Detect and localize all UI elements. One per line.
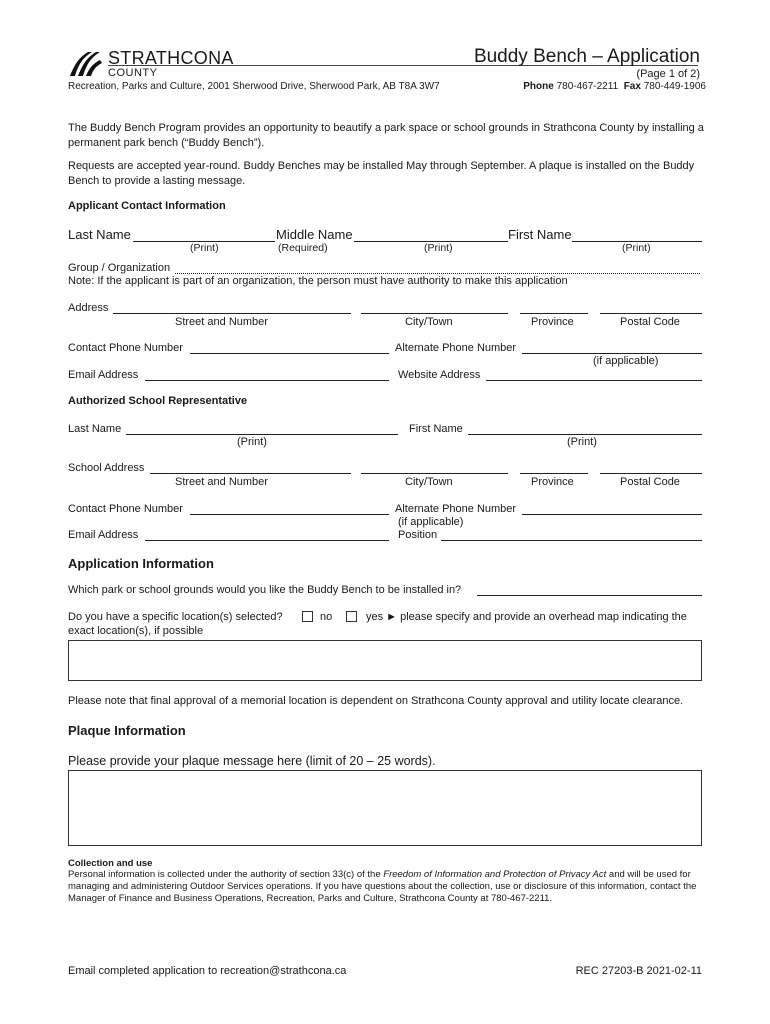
school-contact-phone-label: Contact Phone Number [68,503,183,515]
last-name-print-hint: (Print) [190,242,219,254]
school-last-name-label: Last Name [68,423,122,435]
address-label: Address [68,302,109,314]
street-hint: Street and Number [175,316,268,328]
location-textarea[interactable] [68,640,702,681]
org-name: STRATHCONA [108,48,234,68]
school-street-hint: Street and Number [175,476,268,488]
strathcona-logo-mark-icon [66,48,104,80]
school-position-label: Position [398,529,438,541]
school-first-name-print: (Print) [567,436,597,448]
school-postal-field[interactable] [600,473,702,474]
org-sub: COUNTY [108,67,158,79]
province-field[interactable] [520,313,588,314]
application-heading: Application Information [68,556,214,571]
applicant-heading: Applicant Contact Information [68,200,226,212]
school-alt-phone-label: Alternate Phone Number [395,503,517,515]
school-city-hint: City/Town [405,476,453,488]
applicant-first-name-label: First Name [508,227,572,242]
page-info: (Page 1 of 2) [636,68,700,80]
alt-phone-if-applicable: (if applicable) [593,355,659,367]
approval-note: Please note that final approval of a memorial location is dependent on Strathcona County approval and utility locate clearance. [68,695,684,707]
postal-code-field[interactable] [600,313,702,314]
phone-label: Phone [523,81,554,92]
plaque-heading: Plaque Information [68,723,186,738]
school-email-label: Email Address [68,529,139,541]
foip-act-name: Freedom of Information and Protection of Privacy Act [383,869,607,880]
school-city-field[interactable] [361,473,508,474]
phone-number: 780-467-2211 [556,81,619,92]
form-code: REC 27203-B 2021-02-11 [575,965,702,977]
org-authority-note: Note: If the applicant is part of an organization, the person must have authority to make this application [68,275,568,287]
fax-label: Fax [623,81,641,92]
park-answer-field[interactable] [477,595,702,596]
school-last-name-print: (Print) [237,436,267,448]
city-hint: City/Town [405,316,453,328]
no-checkbox[interactable] [302,611,313,622]
website-label: Website Address [398,369,481,381]
applicant-middle-name-label: Middle Name [276,227,353,242]
school-first-name-label: First Name [409,423,463,435]
website-field[interactable] [486,380,702,381]
intro-paragraph-2: Requests are accepted year-round. Buddy Benches may be installed May through September. A plaque is installed on the Buddy Bench to provide a lasting message. [68,160,695,187]
school-last-name-field[interactable] [126,434,398,435]
school-contact-phone-field[interactable] [190,514,389,515]
school-province-hint: Province [531,476,574,488]
contact-numbers [523,81,706,92]
school-address-label: School Address [68,462,145,474]
middle-name-print-hint: (Print) [424,242,453,254]
email-label: Email Address [68,369,139,381]
school-email-field[interactable] [145,540,389,541]
footer-email-note: Email completed application to recreation@strathcona.ca [68,965,347,977]
specific-location-question-cont: exact location(s), if possible [68,625,204,637]
first-name-print-hint: (Print) [622,242,651,254]
province-hint: Province [531,316,574,328]
postal-hint: Postal Code [620,316,680,328]
school-rep-heading: Authorized School Representative [68,395,248,407]
page-title: Buddy Bench – Application [473,46,700,67]
park-question: Which park or school grounds would you like the Buddy Bench to be installed in? [68,584,462,596]
school-province-field[interactable] [520,473,588,474]
contact-phone-label: Contact Phone Number [68,342,183,354]
alt-phone-label: Alternate Phone Number [395,342,517,354]
alt-phone-field[interactable] [522,353,702,354]
school-position-field[interactable] [441,540,702,541]
header-address: Recreation, Parks and Culture, 2001 Sherwood Drive, Sherwood Park, AB T8A 3W7 [68,81,440,92]
strathcona-logo [66,46,234,80]
specific-location-question: Do you have a specific location(s) selected? [68,611,283,623]
intro-paragraph-1: The Buddy Bench Program provides an opportunity to beautify a park space or school grounds in Strathcona County by installing a permanent park bench (“Buddy Bench”). [68,122,704,149]
fax-number: 780-449-1906 [643,81,706,92]
school-postal-hint: Postal Code [620,476,680,488]
yes-label: yes ► please specify and provide an overhead map indicating the [366,611,687,623]
school-alt-phone-if-applicable: (if applicable) [398,516,464,528]
plaque-prompt: Please provide your plaque message here (limit of 20 – 25 words). [68,754,436,768]
collection-text-b: and will be used for managing and administering Outdoor Services operations. If you have questions about the collection, use or disclosure of this information, contact the Manager of Finance and Business Operations, Recreation, Parks and Culture, Strathcona County at 780-467-2211. [68,869,697,904]
collection-text-a: Personal information is collected under the authority of section 33(c) of the [68,869,384,880]
school-street-field[interactable] [150,473,351,474]
school-alt-phone-field[interactable] [522,514,702,515]
no-label: no [320,611,333,623]
yes-checkbox[interactable] [346,611,357,622]
contact-phone-field[interactable] [190,353,389,354]
group-org-label: Group / Organization [68,262,171,274]
plaque-message-textarea[interactable] [68,770,702,846]
school-first-name-field[interactable] [468,434,702,435]
applicant-last-name-label: Last Name [68,227,131,242]
city-field[interactable] [361,313,508,314]
middle-name-required-hint: (Required) [278,242,328,254]
collection-text [68,869,700,905]
collection-heading: Collection and use [68,858,153,869]
street-field[interactable] [113,313,351,314]
group-org-field[interactable] [175,273,700,274]
email-field[interactable] [145,380,389,381]
